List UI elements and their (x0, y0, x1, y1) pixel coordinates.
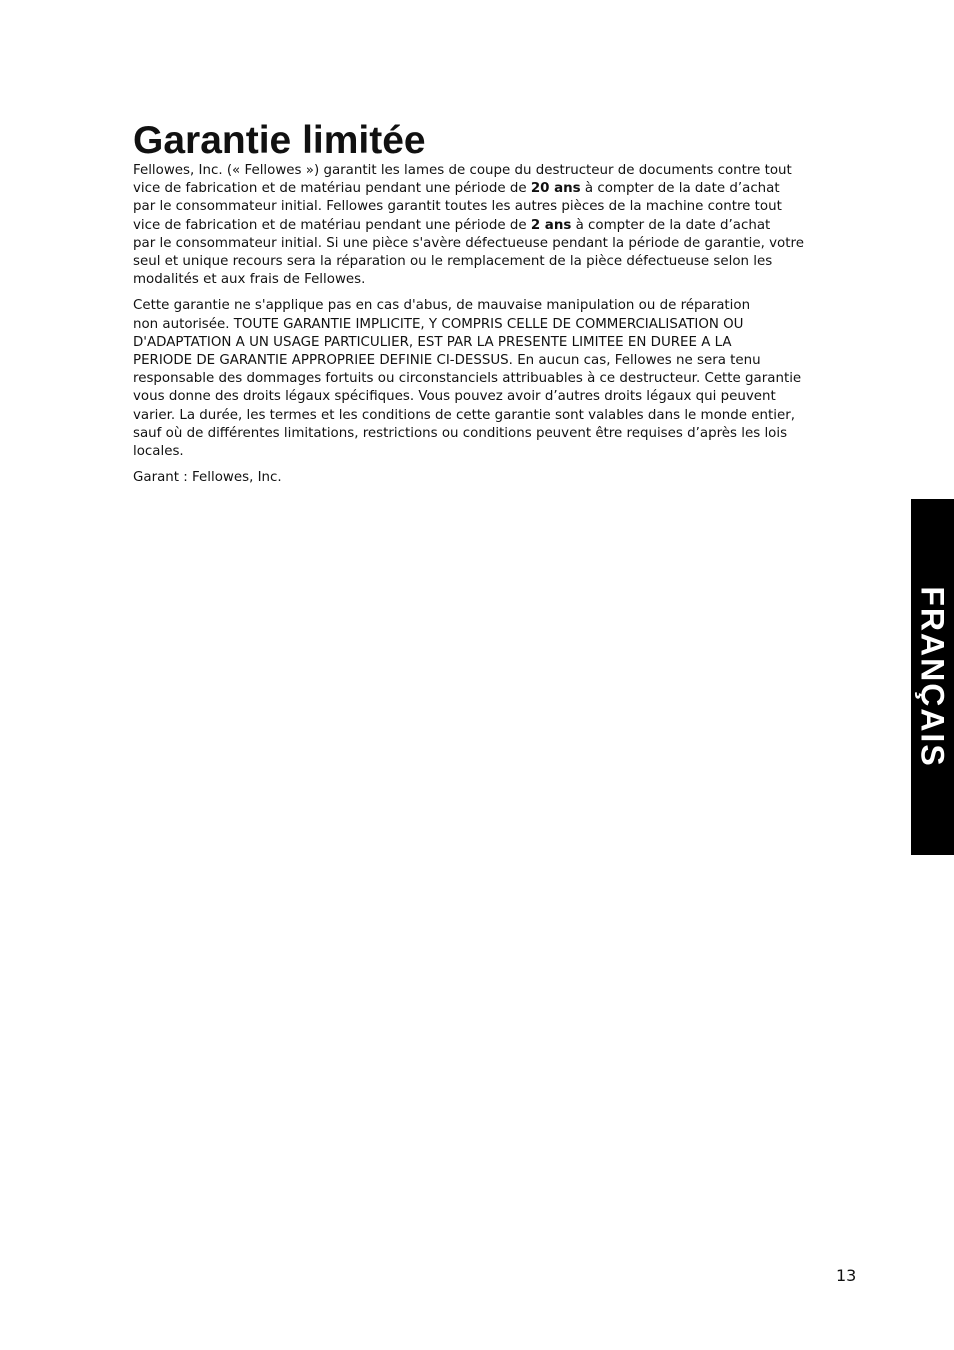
paragraph-line: locales. (133, 444, 184, 460)
paragraph-line: modalités et aux frais de Fellowes. (133, 272, 366, 288)
parts-warranty-duration: 2 ans (530, 217, 572, 233)
line-segment: vice de fabrication et de matériau pendant une période de (133, 181, 531, 197)
paragraph-line: vous donne des droits légaux spécifiques. Vous pouvez avoir d’autres droits légaux qui peuvent (133, 389, 776, 405)
language-tab (911, 499, 954, 855)
warranty-body (133, 162, 833, 495)
paragraph-line: Fellowes, Inc. (« Fellowes ») garantit les lames de coupe du destructeur de documents contre tout (133, 163, 792, 178)
paragraph-line: sauf où de différentes limitations, restrictions ou conditions peuvent être requises d’après les lois (133, 425, 788, 441)
paragraph-line: seul et unique recours sera la réparation ou le remplacement de la pièce défectueuse selon les (133, 254, 773, 270)
warrantor-paragraph (133, 469, 833, 487)
warranty-exclusions-paragraph (133, 297, 833, 461)
page-title: Garantie limitée (133, 119, 426, 162)
paragraph-line: non autorisée. TOUTE GARANTIE IMPLICITE, Y COMPRIS CELLE DE COMMERCIALISATION OU (133, 316, 744, 332)
page-number: 13 (836, 1266, 857, 1285)
line-segment: à compter de la date d’achat (571, 217, 771, 233)
paragraph-line: PERIODE DE GARANTIE APPROPRIEE DEFINIE CI-DESSUS. En aucun cas, Fellowes ne sera tenu (133, 353, 761, 369)
blade-warranty-duration: 20 ans (530, 181, 581, 197)
paragraph-line: responsable des dommages fortuits ou circonstanciels attribuables à ce destructeur. Cette garantie (133, 371, 802, 387)
paragraph-line (133, 217, 833, 235)
paragraph-line: D'ADAPTATION A UN USAGE PARTICULIER, EST PAR LA PRESENTE LIMITEE EN DUREE A LA (133, 334, 732, 350)
language-tab-label: FRANÇAIS (914, 586, 951, 768)
warranty-coverage-paragraph (133, 162, 833, 289)
paragraph-line: par le consommateur initial. Fellowes garantit toutes les autres pièces de la machine contre tout (133, 199, 782, 215)
line-segment: à compter de la date d’achat (580, 181, 780, 197)
paragraph-line: varier. La durée, les termes et les conditions de cette garantie sont valables dans le monde entier, (133, 407, 795, 423)
paragraph-line: Garant : Fellowes, Inc. (133, 470, 282, 486)
paragraph-line (133, 180, 833, 198)
paragraph-line: Cette garantie ne s'applique pas en cas d'abus, de mauvaise manipulation ou de réparation (133, 298, 751, 314)
line-segment: vice de fabrication et de matériau pendant une période de (133, 217, 531, 233)
paragraph-line: par le consommateur initial. Si une pièce s'avère défectueuse pendant la période de garantie, votre (133, 235, 804, 251)
